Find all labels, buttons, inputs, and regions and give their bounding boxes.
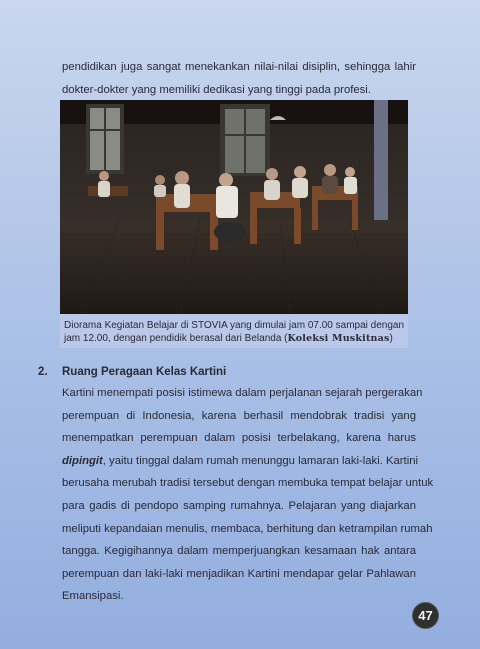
body-line: perempuan di Indonesia, karena berhasil mendobrak tradisi yang — [62, 409, 416, 422]
body-line: perempuan dan laki-laki menjadikan Kartini mendapar gelar Pahlawan — [62, 567, 416, 580]
section-heading — [38, 366, 226, 378]
page-number-badge: 47 — [413, 603, 438, 628]
body-line: meliputi kepandaian menulis, membaca, berhitung dan ketrampilan rumah — [62, 522, 433, 535]
body-line: menempatkan perempuan dalam posisi terbelakang, karena harus — [62, 432, 416, 445]
caption-line: jam 12.00, dengan pendidik berasal dari Belanda ( — [64, 332, 288, 344]
intro-paragraph — [62, 56, 416, 102]
intro-line: pendidikan juga sangat menekankan nilai-nilai disiplin, sehingga lahir — [62, 61, 416, 73]
diorama-photo — [60, 100, 408, 314]
photo-caption — [60, 314, 408, 348]
body-line: Emansipasi. — [62, 590, 124, 603]
caption-line: Diorama Kegiatan Belajar di STOVIA yang dimulai jam 07.00 sampai dengan — [64, 320, 405, 331]
body-line-rest: , yaitu tinggal dalam rumah menunggu lamaran laki-laki. Kartini — [102, 454, 418, 467]
section-number: 2. — [38, 366, 48, 378]
intro-line: dokter-dokter yang memiliki dedikasi yang tinggi pada profesi. — [62, 84, 371, 96]
section-body — [62, 382, 434, 608]
emphasis-term: dipingit — [62, 454, 103, 467]
section-title: Ruang Peragaan Kelas Kartini — [62, 366, 227, 378]
caption-credit: Koleksi Muskitnas — [287, 332, 390, 344]
caption-close: ) — [389, 332, 393, 344]
body-line: para gadis di pendopo samping rumahnya. Pelajaran yang diajarkan — [62, 499, 416, 512]
body-line: berusaha merubah tradisi tersebut dengan membuka tempat belajar untuk — [62, 477, 434, 490]
body-line: Kartini menempati posisi istimewa dalam perjalanan sejarah pergerakan — [62, 387, 423, 399]
body-line — [62, 450, 416, 473]
classroom-image — [60, 100, 408, 314]
body-line: tangga. Kegigihannya dalam memperjuangkan kesamaan hak antara — [62, 545, 416, 558]
